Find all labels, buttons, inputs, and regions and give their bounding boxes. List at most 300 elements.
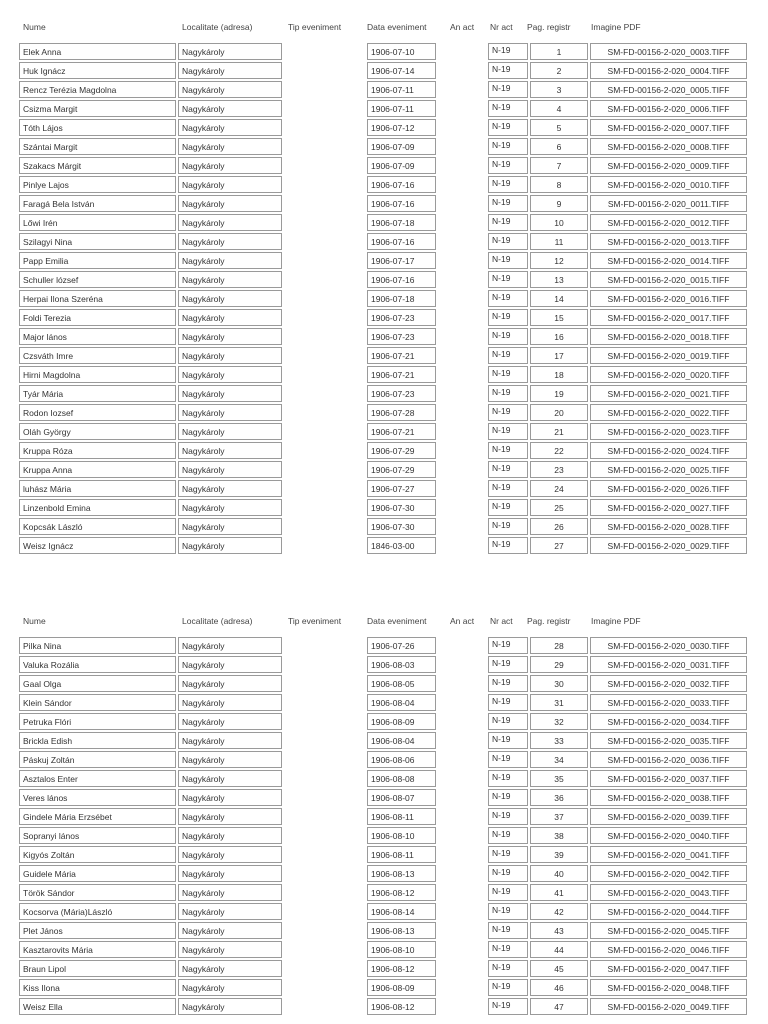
- table-row: [0, 347, 768, 366]
- table-row: [0, 81, 768, 100]
- table-row: [0, 770, 768, 789]
- cell-nume: Huk Ignácz: [19, 62, 176, 79]
- cell-pag-registr: 27: [530, 537, 588, 554]
- cell-nr-act: N-19: [488, 423, 528, 440]
- cell-data-eveniment: 1906-08-09: [367, 979, 436, 996]
- cell-nume: Herpai Ilona Szeréna: [19, 290, 176, 307]
- cell-imagine-pdf: SM-FD-00156-2-020_0005.TIFF: [590, 81, 747, 98]
- cell-localitate: Nagykároly: [178, 385, 282, 402]
- cell-localitate: Nagykároly: [178, 637, 282, 654]
- header-pag-registr: Pag. registr: [527, 616, 571, 626]
- cell-data-eveniment: 1906-07-09: [367, 138, 436, 155]
- table-row: [0, 290, 768, 309]
- cell-nr-act: N-19: [488, 461, 528, 478]
- cell-localitate: Nagykároly: [178, 100, 282, 117]
- header-imagine-pdf: Imagine PDF: [591, 22, 641, 32]
- cell-pag-registr: 20: [530, 404, 588, 421]
- cell-nume: Schuller lózsef: [19, 271, 176, 288]
- cell-imagine-pdf: SM-FD-00156-2-020_0041.TIFF: [590, 846, 747, 863]
- table-row: [0, 233, 768, 252]
- cell-nr-act: N-19: [488, 694, 528, 711]
- cell-localitate: Nagykároly: [178, 404, 282, 421]
- table-row: [0, 732, 768, 751]
- cell-pag-registr: 2: [530, 62, 588, 79]
- cell-localitate: Nagykároly: [178, 81, 282, 98]
- cell-nume: Pilka Nina: [19, 637, 176, 654]
- cell-localitate: Nagykároly: [178, 998, 282, 1015]
- cell-pag-registr: 40: [530, 865, 588, 882]
- cell-imagine-pdf: SM-FD-00156-2-020_0011.TIFF: [590, 195, 747, 212]
- cell-pag-registr: 16: [530, 328, 588, 345]
- cell-localitate: Nagykároly: [178, 347, 282, 364]
- cell-nr-act: N-19: [488, 138, 528, 155]
- table-row: [0, 119, 768, 138]
- cell-pag-registr: 37: [530, 808, 588, 825]
- cell-nr-act: N-19: [488, 941, 528, 958]
- cell-nume: Kruppa Róza: [19, 442, 176, 459]
- cell-pag-registr: 1: [530, 43, 588, 60]
- cell-nume: Weisz Ella: [19, 998, 176, 1015]
- cell-data-eveniment: 1906-08-11: [367, 808, 436, 825]
- cell-imagine-pdf: SM-FD-00156-2-020_0016.TIFF: [590, 290, 747, 307]
- cell-localitate: Nagykároly: [178, 732, 282, 749]
- cell-nr-act: N-19: [488, 214, 528, 231]
- cell-data-eveniment: 1906-08-06: [367, 751, 436, 768]
- cell-nr-act: N-19: [488, 865, 528, 882]
- cell-nr-act: N-19: [488, 656, 528, 673]
- table-row: [0, 442, 768, 461]
- cell-pag-registr: 28: [530, 637, 588, 654]
- cell-pag-registr: 10: [530, 214, 588, 231]
- cell-nume: Rencz Terézia Magdolna: [19, 81, 176, 98]
- cell-nr-act: N-19: [488, 480, 528, 497]
- cell-nume: Guidele Mária: [19, 865, 176, 882]
- cell-pag-registr: 42: [530, 903, 588, 920]
- table-row: [0, 461, 768, 480]
- cell-pag-registr: 17: [530, 347, 588, 364]
- cell-data-eveniment: 1906-07-29: [367, 442, 436, 459]
- cell-pag-registr: 22: [530, 442, 588, 459]
- table-row: [0, 214, 768, 233]
- cell-nr-act: N-19: [488, 846, 528, 863]
- cell-localitate: Nagykároly: [178, 461, 282, 478]
- cell-data-eveniment: 1906-08-04: [367, 694, 436, 711]
- records-section-2: [0, 616, 768, 1024]
- cell-nume: Kasztarovits Mária: [19, 941, 176, 958]
- records-table-body: [0, 43, 768, 556]
- cell-pag-registr: 30: [530, 675, 588, 692]
- cell-nr-act: N-19: [488, 233, 528, 250]
- cell-nr-act: N-19: [488, 827, 528, 844]
- cell-localitate: Nagykároly: [178, 309, 282, 326]
- header-nr-act: Nr act: [490, 616, 513, 626]
- cell-data-eveniment: 1906-08-11: [367, 846, 436, 863]
- cell-pag-registr: 19: [530, 385, 588, 402]
- cell-imagine-pdf: SM-FD-00156-2-020_0037.TIFF: [590, 770, 747, 787]
- cell-pag-registr: 6: [530, 138, 588, 155]
- cell-imagine-pdf: SM-FD-00156-2-020_0029.TIFF: [590, 537, 747, 554]
- cell-localitate: Nagykároly: [178, 480, 282, 497]
- cell-data-eveniment: 1906-08-12: [367, 960, 436, 977]
- table-row: [0, 922, 768, 941]
- cell-localitate: Nagykároly: [178, 960, 282, 977]
- table-row: [0, 846, 768, 865]
- cell-pag-registr: 14: [530, 290, 588, 307]
- cell-data-eveniment: 1906-08-04: [367, 732, 436, 749]
- header-localitate: Localitate (adresa): [182, 616, 253, 626]
- cell-nr-act: N-19: [488, 347, 528, 364]
- cell-nume: Kruppa Anna: [19, 461, 176, 478]
- cell-imagine-pdf: SM-FD-00156-2-020_0019.TIFF: [590, 347, 747, 364]
- cell-pag-registr: 12: [530, 252, 588, 269]
- cell-nume: Rodon Iozsef: [19, 404, 176, 421]
- header-data-eveniment: Data eveniment: [367, 22, 427, 32]
- cell-pag-registr: 15: [530, 309, 588, 326]
- cell-localitate: Nagykároly: [178, 656, 282, 673]
- cell-nume: Kopcsák László: [19, 518, 176, 535]
- cell-nr-act: N-19: [488, 195, 528, 212]
- cell-localitate: Nagykároly: [178, 328, 282, 345]
- cell-imagine-pdf: SM-FD-00156-2-020_0008.TIFF: [590, 138, 747, 155]
- cell-localitate: Nagykároly: [178, 675, 282, 692]
- cell-pag-registr: 32: [530, 713, 588, 730]
- cell-nume: Kocsorva (Mária)László: [19, 903, 176, 920]
- cell-data-eveniment: 1846-03-00: [367, 537, 436, 554]
- cell-nr-act: N-19: [488, 119, 528, 136]
- table-row: [0, 309, 768, 328]
- cell-nr-act: N-19: [488, 979, 528, 996]
- cell-data-eveniment: 1906-07-23: [367, 309, 436, 326]
- table-row: [0, 713, 768, 732]
- cell-nr-act: N-19: [488, 404, 528, 421]
- table-row: [0, 157, 768, 176]
- table-row: [0, 385, 768, 404]
- cell-nr-act: N-19: [488, 732, 528, 749]
- cell-data-eveniment: 1906-07-27: [367, 480, 436, 497]
- table-row: [0, 271, 768, 290]
- cell-localitate: Nagykároly: [178, 789, 282, 806]
- table-header: [0, 22, 768, 36]
- cell-nr-act: N-19: [488, 751, 528, 768]
- cell-nume: Foldi Terezia: [19, 309, 176, 326]
- table-row: [0, 998, 768, 1017]
- cell-nr-act: N-19: [488, 789, 528, 806]
- table-row: [0, 43, 768, 62]
- cell-imagine-pdf: SM-FD-00156-2-020_0046.TIFF: [590, 941, 747, 958]
- cell-pag-registr: 29: [530, 656, 588, 673]
- cell-pag-registr: 34: [530, 751, 588, 768]
- cell-nr-act: N-19: [488, 62, 528, 79]
- cell-imagine-pdf: SM-FD-00156-2-020_0013.TIFF: [590, 233, 747, 250]
- cell-nume: Veres lános: [19, 789, 176, 806]
- cell-data-eveniment: 1906-07-16: [367, 233, 436, 250]
- cell-localitate: Nagykároly: [178, 865, 282, 882]
- cell-nume: Török Sándor: [19, 884, 176, 901]
- cell-localitate: Nagykároly: [178, 518, 282, 535]
- cell-imagine-pdf: SM-FD-00156-2-020_0024.TIFF: [590, 442, 747, 459]
- cell-localitate: Nagykároly: [178, 442, 282, 459]
- table-row: [0, 675, 768, 694]
- cell-localitate: Nagykároly: [178, 713, 282, 730]
- cell-nr-act: N-19: [488, 770, 528, 787]
- cell-localitate: Nagykároly: [178, 499, 282, 516]
- cell-data-eveniment: 1906-08-14: [367, 903, 436, 920]
- cell-localitate: Nagykároly: [178, 903, 282, 920]
- cell-pag-registr: 35: [530, 770, 588, 787]
- table-row: [0, 499, 768, 518]
- cell-nume: Plet János: [19, 922, 176, 939]
- cell-imagine-pdf: SM-FD-00156-2-020_0030.TIFF: [590, 637, 747, 654]
- table-row: [0, 176, 768, 195]
- cell-imagine-pdf: SM-FD-00156-2-020_0018.TIFF: [590, 328, 747, 345]
- cell-localitate: Nagykároly: [178, 770, 282, 787]
- cell-pag-registr: 24: [530, 480, 588, 497]
- cell-localitate: Nagykároly: [178, 941, 282, 958]
- cell-localitate: Nagykároly: [178, 884, 282, 901]
- table-row: [0, 694, 768, 713]
- cell-data-eveniment: 1906-08-12: [367, 998, 436, 1015]
- cell-nr-act: N-19: [488, 675, 528, 692]
- cell-imagine-pdf: SM-FD-00156-2-020_0007.TIFF: [590, 119, 747, 136]
- table-row: [0, 789, 768, 808]
- cell-pag-registr: 18: [530, 366, 588, 383]
- cell-localitate: Nagykároly: [178, 119, 282, 136]
- cell-imagine-pdf: SM-FD-00156-2-020_0027.TIFF: [590, 499, 747, 516]
- table-row: [0, 637, 768, 656]
- cell-nume: luhász Mária: [19, 480, 176, 497]
- cell-nume: Lőwi Irén: [19, 214, 176, 231]
- cell-pag-registr: 47: [530, 998, 588, 1015]
- cell-nr-act: N-19: [488, 884, 528, 901]
- table-row: [0, 960, 768, 979]
- cell-nr-act: N-19: [488, 271, 528, 288]
- cell-data-eveniment: 1906-07-18: [367, 290, 436, 307]
- cell-localitate: Nagykároly: [178, 979, 282, 996]
- cell-nume: Klein Sándor: [19, 694, 176, 711]
- cell-data-eveniment: 1906-07-12: [367, 119, 436, 136]
- cell-data-eveniment: 1906-07-30: [367, 518, 436, 535]
- cell-localitate: Nagykároly: [178, 423, 282, 440]
- cell-nr-act: N-19: [488, 998, 528, 1015]
- cell-data-eveniment: 1906-08-10: [367, 827, 436, 844]
- cell-data-eveniment: 1906-07-26: [367, 637, 436, 654]
- cell-nr-act: N-19: [488, 960, 528, 977]
- cell-pag-registr: 39: [530, 846, 588, 863]
- table-header: [0, 616, 768, 630]
- cell-imagine-pdf: SM-FD-00156-2-020_0023.TIFF: [590, 423, 747, 440]
- table-row: [0, 62, 768, 81]
- cell-data-eveniment: 1906-08-12: [367, 884, 436, 901]
- cell-localitate: Nagykároly: [178, 846, 282, 863]
- header-data-eveniment: Data eveniment: [367, 616, 427, 626]
- cell-data-eveniment: 1906-08-05: [367, 675, 436, 692]
- cell-data-eveniment: 1906-07-14: [367, 62, 436, 79]
- cell-nume: Faragá Bela István: [19, 195, 176, 212]
- cell-localitate: Nagykároly: [178, 176, 282, 193]
- cell-nume: Gindele Mária Erzsébet: [19, 808, 176, 825]
- cell-nume: Elek Anna: [19, 43, 176, 60]
- cell-imagine-pdf: SM-FD-00156-2-020_0040.TIFF: [590, 827, 747, 844]
- cell-imagine-pdf: SM-FD-00156-2-020_0026.TIFF: [590, 480, 747, 497]
- table-row: [0, 138, 768, 157]
- cell-imagine-pdf: SM-FD-00156-2-020_0044.TIFF: [590, 903, 747, 920]
- cell-nr-act: N-19: [488, 808, 528, 825]
- cell-data-eveniment: 1906-08-10: [367, 941, 436, 958]
- cell-pag-registr: 45: [530, 960, 588, 977]
- cell-data-eveniment: 1906-07-23: [367, 385, 436, 402]
- cell-nr-act: N-19: [488, 442, 528, 459]
- cell-nr-act: N-19: [488, 328, 528, 345]
- cell-nr-act: N-19: [488, 309, 528, 326]
- cell-nume: Páskuj Zoltán: [19, 751, 176, 768]
- cell-nr-act: N-19: [488, 903, 528, 920]
- cell-pag-registr: 31: [530, 694, 588, 711]
- table-row: [0, 751, 768, 770]
- cell-nr-act: N-19: [488, 922, 528, 939]
- cell-imagine-pdf: SM-FD-00156-2-020_0043.TIFF: [590, 884, 747, 901]
- table-row: [0, 865, 768, 884]
- cell-pag-registr: 8: [530, 176, 588, 193]
- cell-nume: Szilagyi Nina: [19, 233, 176, 250]
- cell-localitate: Nagykároly: [178, 271, 282, 288]
- cell-imagine-pdf: SM-FD-00156-2-020_0014.TIFF: [590, 252, 747, 269]
- cell-imagine-pdf: SM-FD-00156-2-020_0003.TIFF: [590, 43, 747, 60]
- cell-pag-registr: 44: [530, 941, 588, 958]
- cell-localitate: Nagykároly: [178, 157, 282, 174]
- cell-localitate: Nagykároly: [178, 827, 282, 844]
- cell-nume: Linzenbold Emina: [19, 499, 176, 516]
- header-nr-act: Nr act: [490, 22, 513, 32]
- header-an-act: An act: [450, 22, 475, 32]
- cell-imagine-pdf: SM-FD-00156-2-020_0032.TIFF: [590, 675, 747, 692]
- table-row: [0, 979, 768, 998]
- cell-data-eveniment: 1906-08-09: [367, 713, 436, 730]
- cell-imagine-pdf: SM-FD-00156-2-020_0015.TIFF: [590, 271, 747, 288]
- cell-nr-act: N-19: [488, 537, 528, 554]
- cell-pag-registr: 3: [530, 81, 588, 98]
- cell-localitate: Nagykároly: [178, 922, 282, 939]
- table-row: [0, 518, 768, 537]
- table-row: [0, 328, 768, 347]
- cell-nume: Oláh György: [19, 423, 176, 440]
- cell-pag-registr: 21: [530, 423, 588, 440]
- cell-nr-act: N-19: [488, 43, 528, 60]
- cell-nume: Braun Lipol: [19, 960, 176, 977]
- cell-pag-registr: 5: [530, 119, 588, 136]
- cell-imagine-pdf: SM-FD-00156-2-020_0021.TIFF: [590, 385, 747, 402]
- cell-nume: Kiss Ilona: [19, 979, 176, 996]
- cell-localitate: Nagykároly: [178, 195, 282, 212]
- cell-data-eveniment: 1906-07-23: [367, 328, 436, 345]
- cell-nr-act: N-19: [488, 176, 528, 193]
- cell-nume: Gaal Olga: [19, 675, 176, 692]
- cell-pag-registr: 25: [530, 499, 588, 516]
- cell-pag-registr: 38: [530, 827, 588, 844]
- header-localitate: Localitate (adresa): [182, 22, 253, 32]
- cell-pag-registr: 41: [530, 884, 588, 901]
- cell-nume: Tóth Lájos: [19, 119, 176, 136]
- cell-imagine-pdf: SM-FD-00156-2-020_0004.TIFF: [590, 62, 747, 79]
- cell-nr-act: N-19: [488, 366, 528, 383]
- cell-localitate: Nagykároly: [178, 233, 282, 250]
- cell-imagine-pdf: SM-FD-00156-2-020_0047.TIFF: [590, 960, 747, 977]
- cell-imagine-pdf: SM-FD-00156-2-020_0045.TIFF: [590, 922, 747, 939]
- cell-imagine-pdf: SM-FD-00156-2-020_0020.TIFF: [590, 366, 747, 383]
- cell-imagine-pdf: SM-FD-00156-2-020_0049.TIFF: [590, 998, 747, 1015]
- records-table-body: [0, 637, 768, 1017]
- cell-nume: Petruka Flóri: [19, 713, 176, 730]
- cell-imagine-pdf: SM-FD-00156-2-020_0022.TIFF: [590, 404, 747, 421]
- cell-nr-act: N-19: [488, 252, 528, 269]
- cell-localitate: Nagykároly: [178, 43, 282, 60]
- cell-localitate: Nagykároly: [178, 252, 282, 269]
- cell-nume: Brickla Edish: [19, 732, 176, 749]
- cell-localitate: Nagykároly: [178, 808, 282, 825]
- cell-pag-registr: 7: [530, 157, 588, 174]
- cell-nr-act: N-19: [488, 499, 528, 516]
- cell-imagine-pdf: SM-FD-00156-2-020_0033.TIFF: [590, 694, 747, 711]
- cell-imagine-pdf: SM-FD-00156-2-020_0028.TIFF: [590, 518, 747, 535]
- table-row: [0, 366, 768, 385]
- cell-imagine-pdf: SM-FD-00156-2-020_0010.TIFF: [590, 176, 747, 193]
- header-tip-eveniment: Tip eveniment: [288, 22, 342, 32]
- cell-nume: Tyár Mária: [19, 385, 176, 402]
- cell-data-eveniment: 1906-07-30: [367, 499, 436, 516]
- cell-imagine-pdf: SM-FD-00156-2-020_0012.TIFF: [590, 214, 747, 231]
- table-row: [0, 423, 768, 442]
- cell-imagine-pdf: SM-FD-00156-2-020_0009.TIFF: [590, 157, 747, 174]
- cell-localitate: Nagykároly: [178, 694, 282, 711]
- table-row: [0, 941, 768, 960]
- cell-data-eveniment: 1906-07-18: [367, 214, 436, 231]
- cell-data-eveniment: 1906-07-21: [367, 423, 436, 440]
- cell-imagine-pdf: SM-FD-00156-2-020_0006.TIFF: [590, 100, 747, 117]
- cell-nr-act: N-19: [488, 385, 528, 402]
- cell-data-eveniment: 1906-07-21: [367, 366, 436, 383]
- table-row: [0, 808, 768, 827]
- cell-pag-registr: 46: [530, 979, 588, 996]
- cell-localitate: Nagykároly: [178, 214, 282, 231]
- header-nume: Nume: [23, 616, 46, 626]
- cell-localitate: Nagykároly: [178, 537, 282, 554]
- cell-data-eveniment: 1906-07-28: [367, 404, 436, 421]
- cell-pag-registr: 9: [530, 195, 588, 212]
- cell-imagine-pdf: SM-FD-00156-2-020_0031.TIFF: [590, 656, 747, 673]
- cell-imagine-pdf: SM-FD-00156-2-020_0036.TIFF: [590, 751, 747, 768]
- cell-nume: Hirni Magdolna: [19, 366, 176, 383]
- cell-imagine-pdf: SM-FD-00156-2-020_0025.TIFF: [590, 461, 747, 478]
- cell-pag-registr: 13: [530, 271, 588, 288]
- cell-nume: Sopranyi lános: [19, 827, 176, 844]
- cell-pag-registr: 11: [530, 233, 588, 250]
- cell-nr-act: N-19: [488, 290, 528, 307]
- cell-nr-act: N-19: [488, 100, 528, 117]
- cell-imagine-pdf: SM-FD-00156-2-020_0034.TIFF: [590, 713, 747, 730]
- table-row: [0, 100, 768, 119]
- cell-imagine-pdf: SM-FD-00156-2-020_0035.TIFF: [590, 732, 747, 749]
- cell-data-eveniment: 1906-08-03: [367, 656, 436, 673]
- cell-nume: Kigyós Zoltán: [19, 846, 176, 863]
- cell-imagine-pdf: SM-FD-00156-2-020_0039.TIFF: [590, 808, 747, 825]
- cell-pag-registr: 33: [530, 732, 588, 749]
- cell-imagine-pdf: SM-FD-00156-2-020_0042.TIFF: [590, 865, 747, 882]
- cell-pag-registr: 43: [530, 922, 588, 939]
- cell-nr-act: N-19: [488, 713, 528, 730]
- cell-pag-registr: 23: [530, 461, 588, 478]
- cell-nume: Major lános: [19, 328, 176, 345]
- cell-nr-act: N-19: [488, 637, 528, 654]
- cell-data-eveniment: 1906-08-08: [367, 770, 436, 787]
